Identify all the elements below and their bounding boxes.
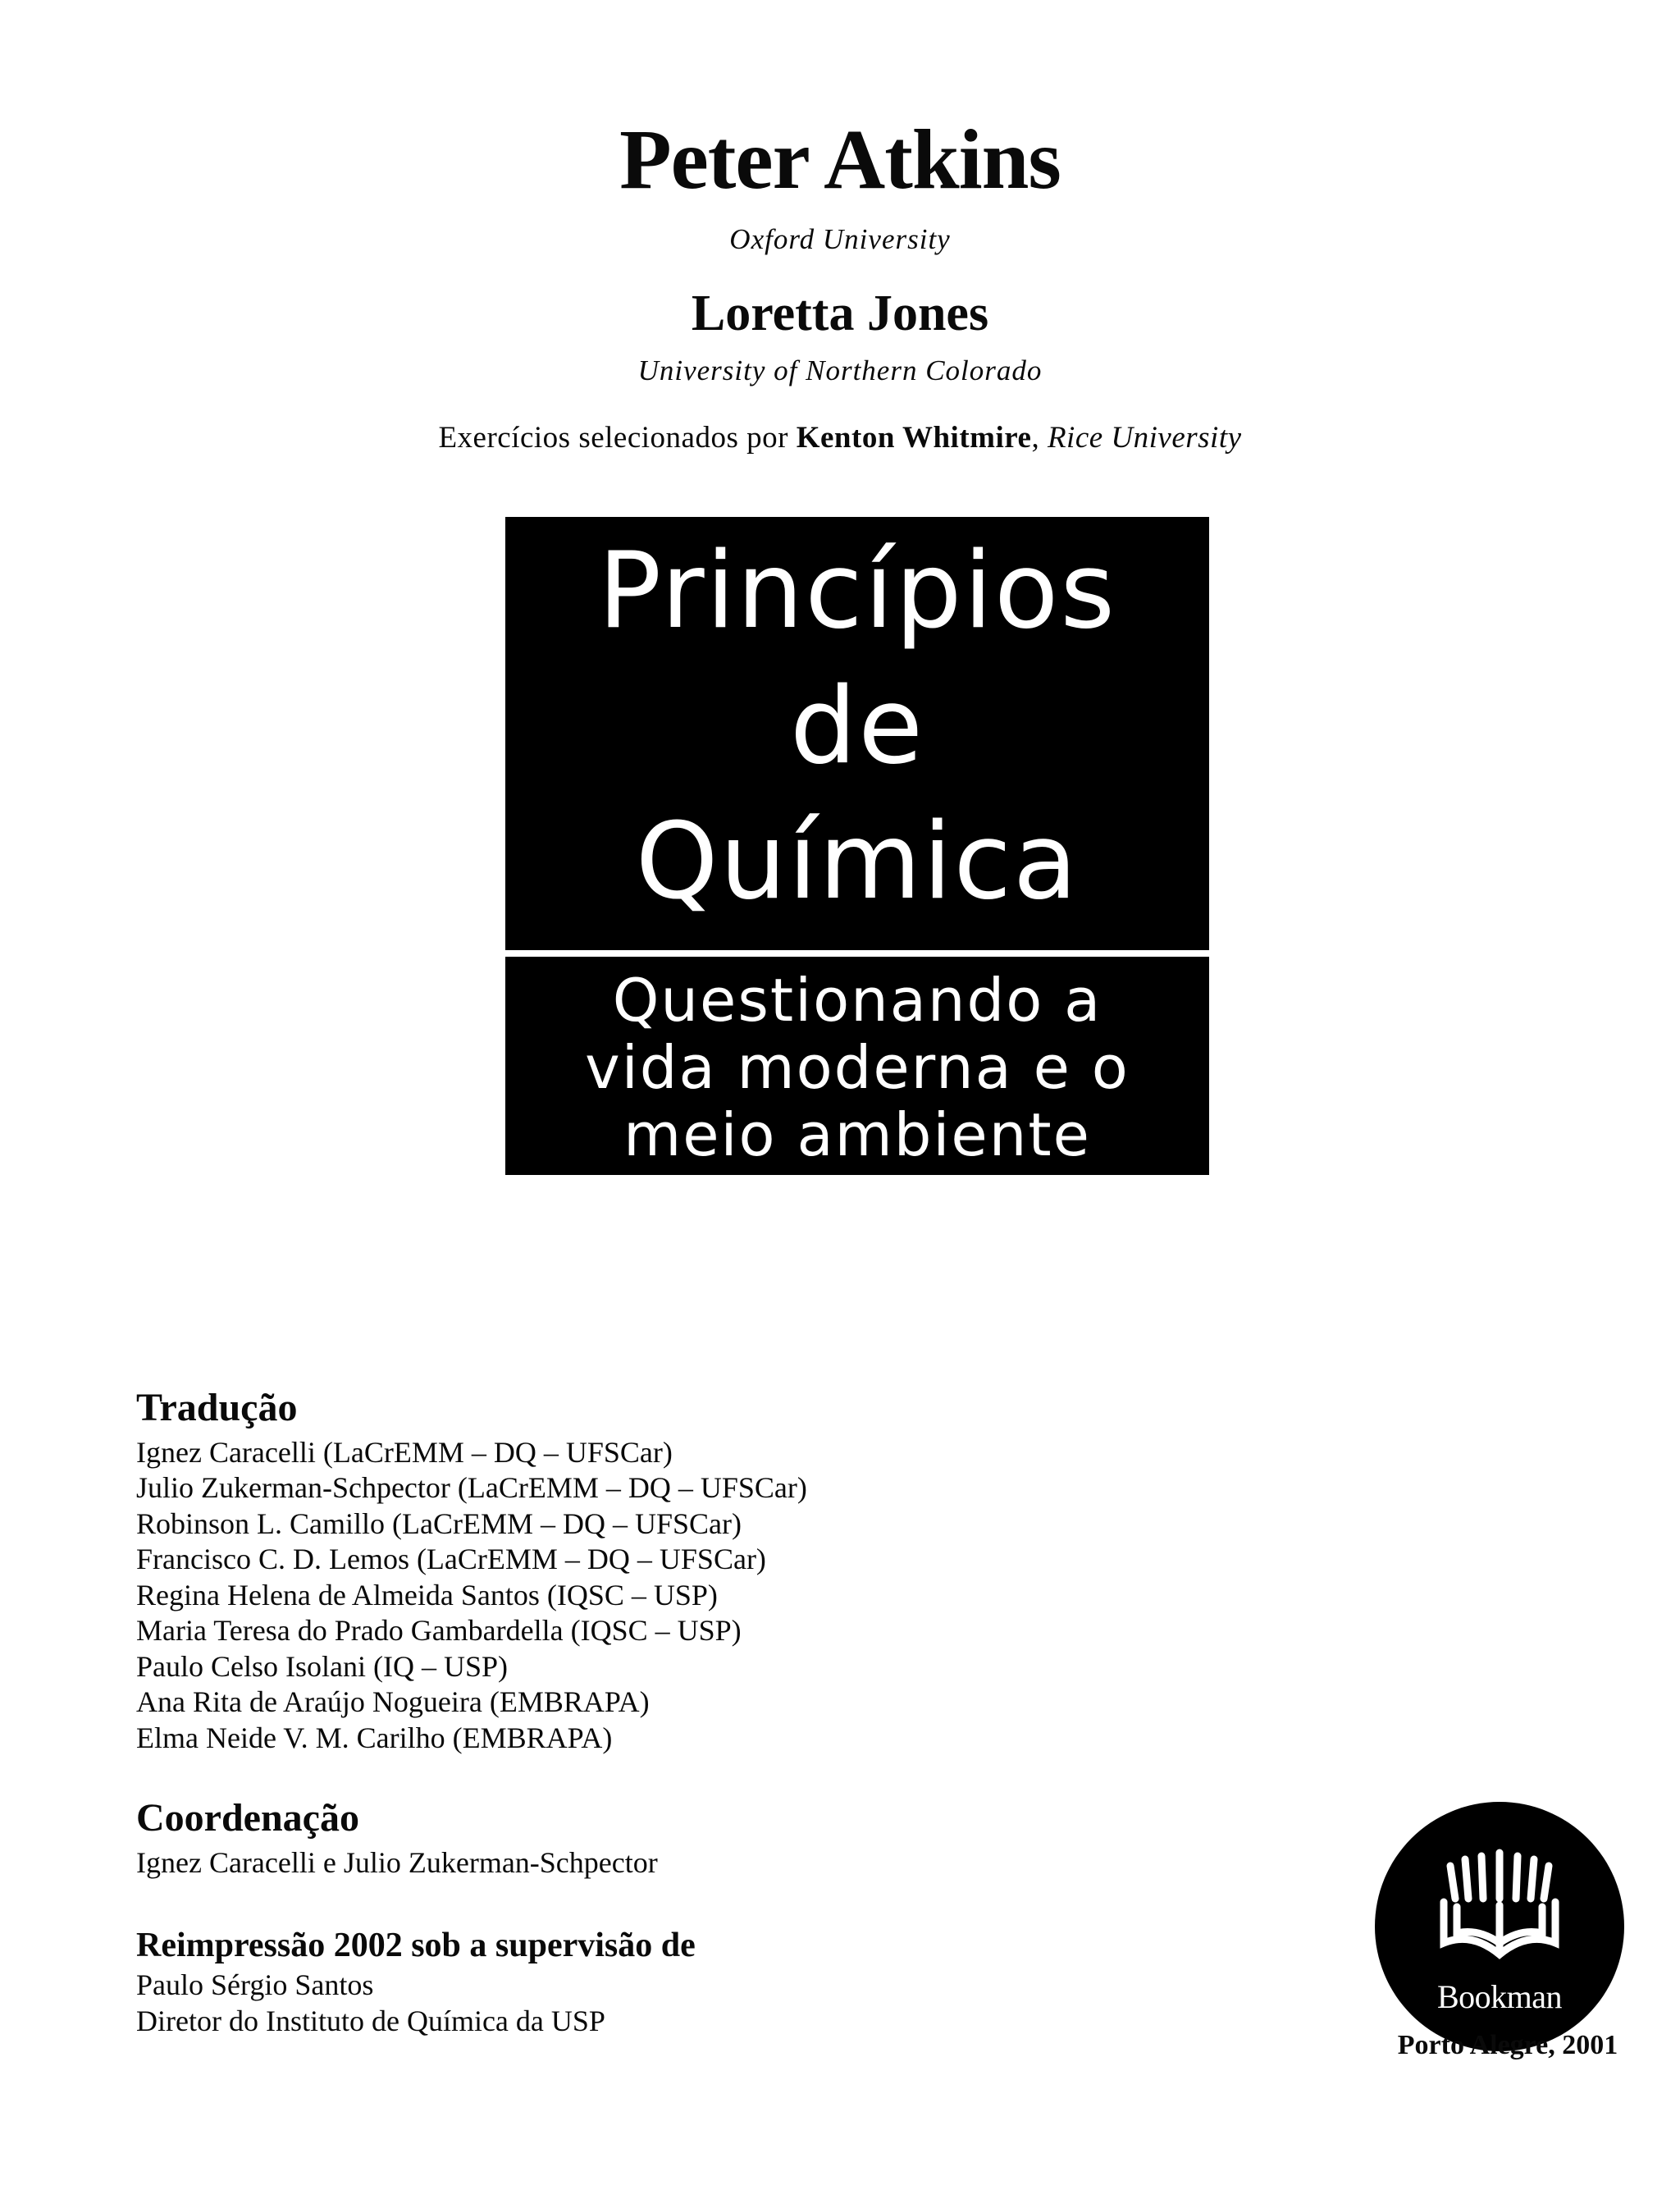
book-title-line: Princípios <box>598 530 1116 652</box>
exercises-author: Kenton Whitmire <box>796 421 1032 455</box>
exercises-separator: , <box>1031 421 1048 455</box>
translator-line: Robinson L. Camillo (LaCrEMM – DQ – UFSCar) <box>136 1506 742 1540</box>
place-and-date: Porto Alegre, 2001 <box>1397 2030 1618 2060</box>
coordination-section <box>136 1797 1203 1881</box>
publisher-logo-text: Bookman <box>1436 1978 1563 2015</box>
book-title-line: de <box>790 665 924 788</box>
translator-line: Francisco C. D. Lemos (LaCrEMM – DQ – UFSCar) <box>136 1543 766 1576</box>
book-title-box <box>505 517 1209 950</box>
translator-line: Ana Rita de Araújo Nogueira (EMBRAPA) <box>136 1685 650 1719</box>
book-subtitle-box <box>505 957 1209 1175</box>
translation-section <box>136 1387 1203 1756</box>
coordination-heading: Coordenação <box>136 1796 359 1840</box>
translation-heading: Tradução <box>136 1386 298 1429</box>
exercises-credit <box>0 420 1680 455</box>
author-name-secondary: Loretta Jones <box>691 286 989 341</box>
book-title-line: Química <box>635 801 1080 923</box>
translator-line: Ignez Caracelli (LaCrEMM – DQ – UFSCar) <box>136 1435 673 1469</box>
translator-line: Paulo Celso Isolani (IQ – USP) <box>136 1649 508 1683</box>
translator-line: Elma Neide V. M. Carilho (EMBRAPA) <box>136 1721 613 1754</box>
translator-line: Maria Teresa do Prado Gambardella (IQSC – USP) <box>136 1614 742 1648</box>
book-subtitle-line: vida moderna e o <box>585 1033 1130 1102</box>
publisher-logo <box>1375 1802 1624 2051</box>
translator-line: Regina Helena de Almeida Santos (IQSC – USP) <box>136 1578 718 1611</box>
author-affiliation-primary: Oxford University <box>729 223 951 255</box>
supervisor-line: Diretor do Instituto de Química da USP <box>136 2004 605 2037</box>
exercises-institution: Rice University <box>1047 421 1242 455</box>
book-subtitle-line: Questionando a <box>612 966 1102 1035</box>
book-subtitle-line: meio ambiente <box>623 1100 1091 1169</box>
reprint-heading: Reimpressão 2002 sob a supervisão de <box>136 1927 696 1964</box>
translator-line: Julio Zukerman-Schpector (LaCrEMM – DQ – UFSCar) <box>136 1471 807 1505</box>
reprint-section <box>136 1927 1203 2039</box>
supervisor-line: Paulo Sérgio Santos <box>136 1968 374 2002</box>
author-name-primary: Peter Atkins <box>619 112 1061 207</box>
author-affiliation-secondary: University of Northern Colorado <box>637 354 1043 386</box>
coordinator-line: Ignez Caracelli e Julio Zukerman-Schpector <box>136 1845 658 1879</box>
exercises-prefix: Exercícios selecionados por <box>438 421 797 455</box>
